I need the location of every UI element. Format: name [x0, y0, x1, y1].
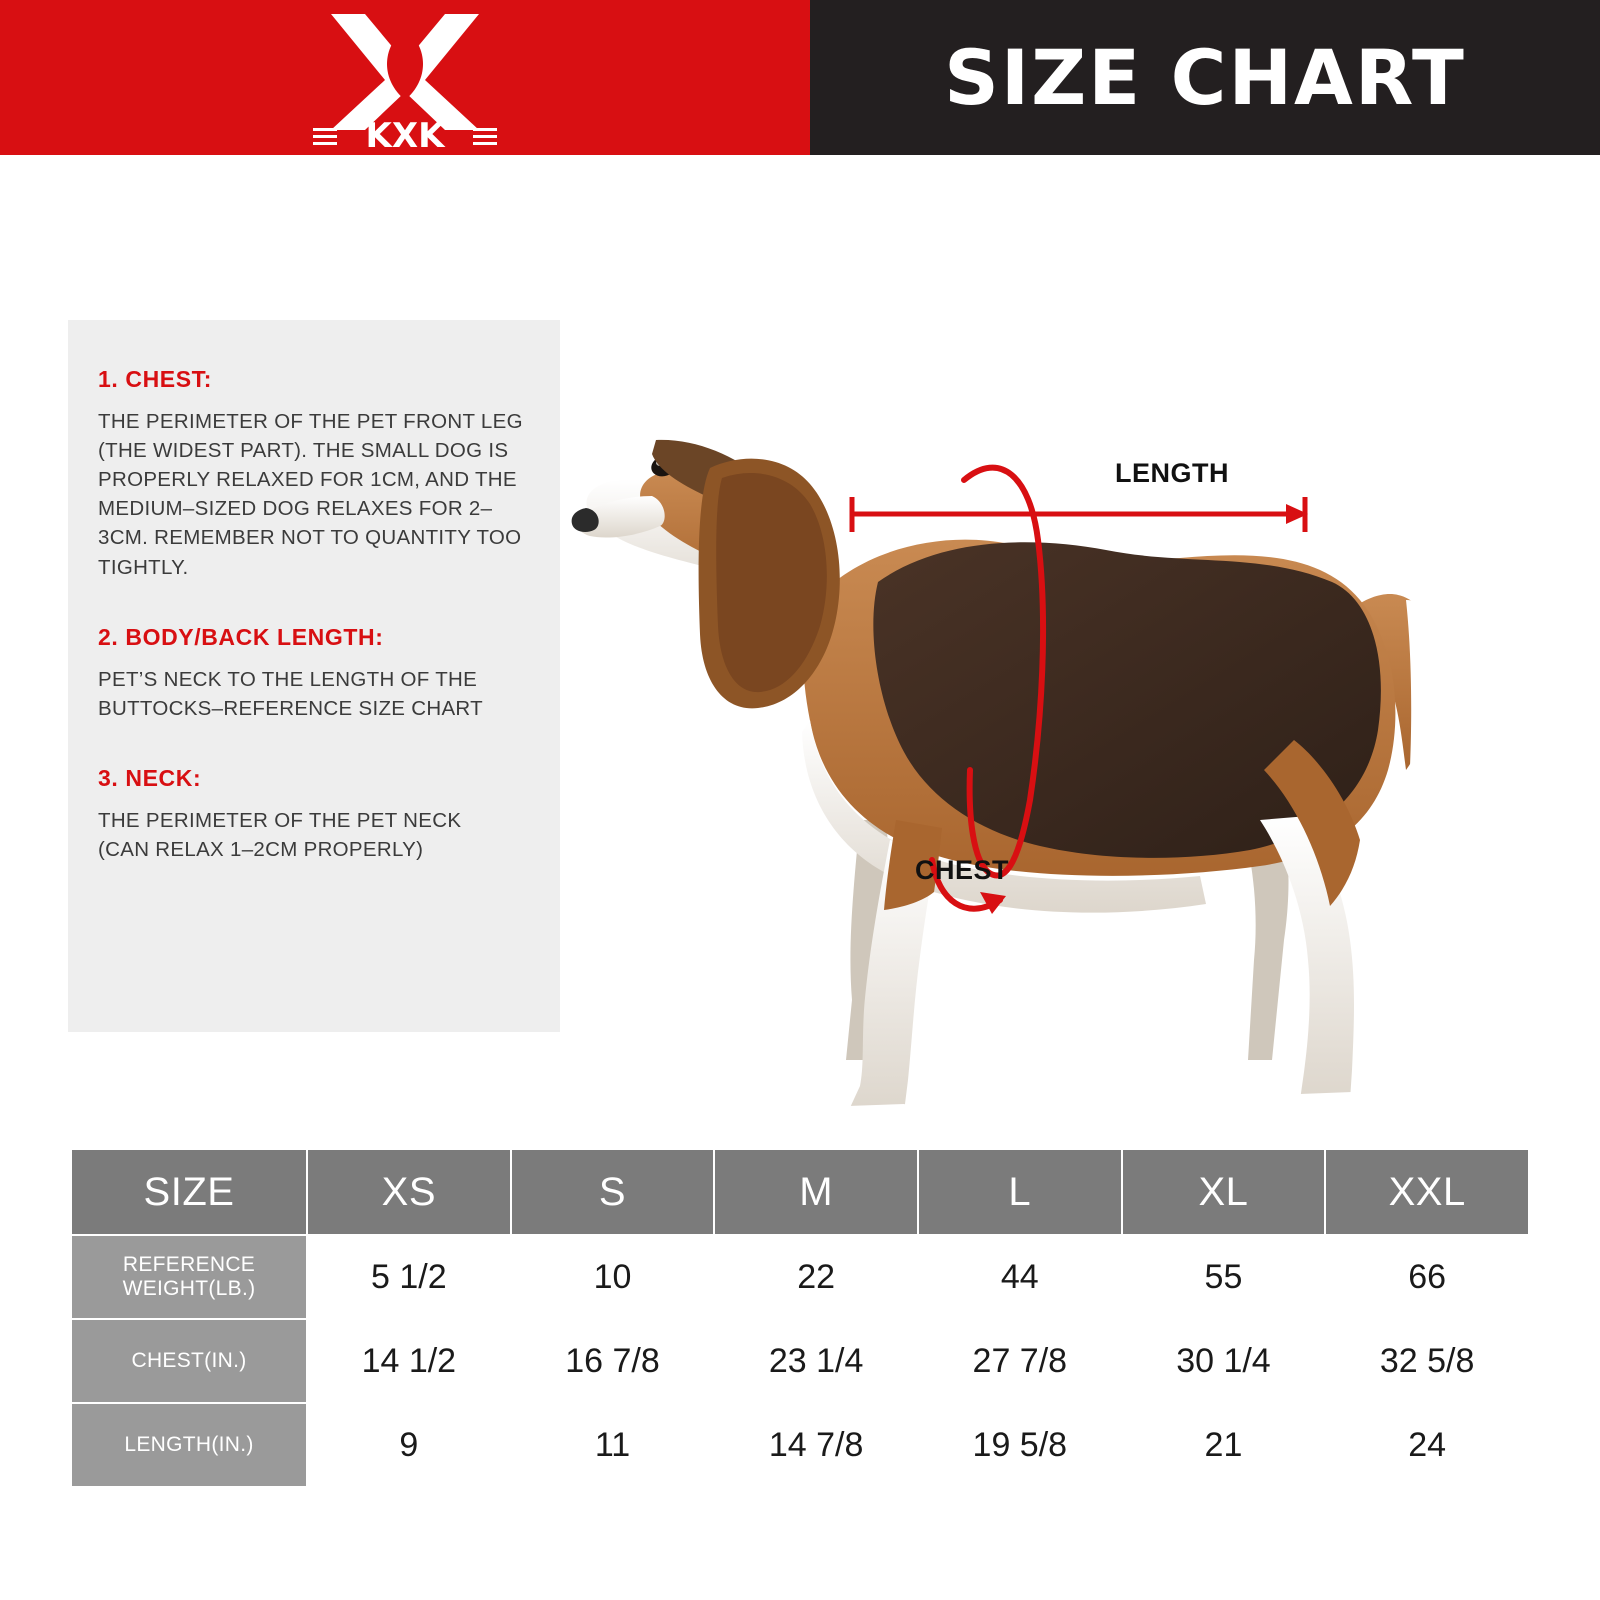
table-row [71, 1403, 1529, 1487]
cell-length-xxl: 24 [1325, 1403, 1529, 1487]
cell-length-xl: 21 [1122, 1403, 1326, 1487]
cell-chest-s: 16 7/8 [511, 1319, 715, 1403]
brand-panel [0, 0, 810, 155]
svg-text:KXK: KXK [365, 115, 445, 148]
neck-heading: 3. NECK: [98, 764, 202, 791]
cell-weight-xs: 5 1/2 [307, 1235, 511, 1319]
cell-chest-m: 23 1/4 [714, 1319, 918, 1403]
cell-length-xs: 9 [307, 1403, 511, 1487]
beagle-dog-illustration [560, 300, 1540, 1130]
row-label-length: LENGTH(IN.) [71, 1403, 307, 1487]
cell-weight-s: 10 [511, 1235, 715, 1319]
cell-chest-l: 27 7/8 [918, 1319, 1122, 1403]
cell-chest-xs: 14 1/2 [307, 1319, 511, 1403]
cell-length-l: 19 5/8 [918, 1403, 1122, 1487]
row-label-reference-weight [71, 1235, 307, 1319]
cell-chest-xxl: 32 5/8 [1325, 1319, 1529, 1403]
neck-description-line1: THE PERIMETER OF THE PET NECK [98, 808, 462, 832]
cell-weight-xl: 55 [1122, 1235, 1326, 1319]
column-header-s: S [511, 1149, 715, 1235]
row-label-chest: CHEST(IN.) [71, 1319, 307, 1403]
size-chart-table [70, 1148, 1530, 1488]
title-panel [810, 0, 1600, 155]
body-length-heading: 2. BODY/BACK LENGTH: [98, 623, 384, 650]
page-header [0, 0, 1600, 155]
body-length-description: PET’S NECK TO THE LENGTH OF THE BUTTOCKS–REFERENCE SIZE CHART [98, 667, 483, 720]
measurement-instructions-panel [68, 320, 560, 1032]
neck-description-line2: (CAN RELAX 1–2CM PROPERLY) [98, 837, 424, 861]
chest-label: CHEST [915, 855, 1010, 885]
cell-weight-xxl: 66 [1325, 1235, 1529, 1319]
row-label-line2: WEIGHT(LB.) [122, 1277, 256, 1300]
dog-measurement-diagram [560, 300, 1540, 1130]
column-header-xl: XL [1122, 1149, 1326, 1235]
column-header-xxl: XXL [1325, 1149, 1529, 1235]
neck-description [98, 806, 526, 864]
table-row [71, 1319, 1529, 1403]
cell-length-m: 14 7/8 [714, 1403, 918, 1487]
size-chart-table-wrapper [70, 1148, 1530, 1488]
row-label-line1: REFERENCE [122, 1252, 256, 1276]
chest-description: THE PERIMETER OF THE PET FRONT LEG (THE WIDEST PART). THE SMALL DOG IS PROPERLY RELAXED FOR 1CM, AND THE MEDIUM–SIZED DOG RELAXES FOR 2–3CM. REMEMBER NOT TO QUANTITY TOO TIGHTLY. [98, 410, 523, 579]
cell-length-s: 11 [511, 1403, 715, 1487]
kxk-logo-icon [295, 8, 515, 148]
length-label: LENGTH [1115, 458, 1229, 488]
page-title: SIZE CHART [944, 33, 1466, 122]
column-header-xs: XS [307, 1149, 511, 1235]
table-header-row [71, 1149, 1529, 1235]
cell-weight-m: 22 [714, 1235, 918, 1319]
chest-heading: 1. CHEST: [98, 366, 213, 392]
column-header-l: L [918, 1149, 1122, 1235]
table-row [71, 1235, 1529, 1319]
column-header-size: SIZE [71, 1149, 307, 1235]
cell-chest-xl: 30 1/4 [1122, 1319, 1326, 1403]
cell-weight-l: 44 [918, 1235, 1122, 1319]
column-header-m: M [714, 1149, 918, 1235]
